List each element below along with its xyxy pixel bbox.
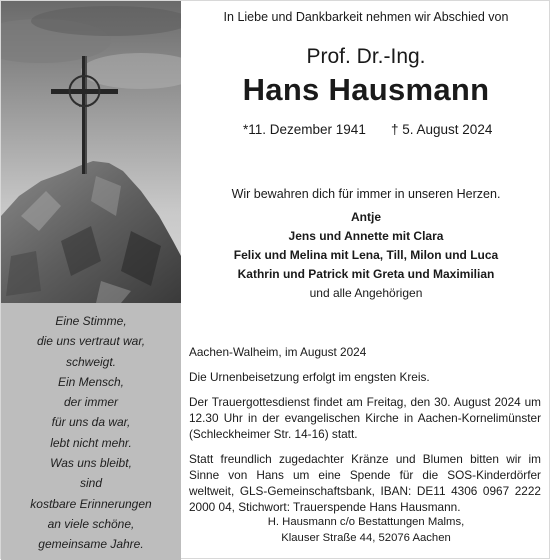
right-column — [181, 1, 550, 560]
left-column — [1, 1, 181, 560]
poem-line: gemeinsame Jahre. — [38, 537, 144, 552]
mourner-line: Felix und Melina mit Lena, Till, Milon und Luca — [233, 248, 499, 262]
mourners-list — [181, 208, 550, 303]
summit-cross-photo — [1, 1, 181, 303]
summit-cross-image — [1, 1, 181, 303]
mourner-line: Antje — [351, 210, 381, 224]
poem-line: für uns da war, — [51, 415, 131, 430]
poem-line: sind — [79, 476, 102, 491]
memorial-phrase: Wir bewahren dich für immer in unseren Herzen. — [231, 187, 501, 201]
poem-line: der immer — [63, 395, 118, 410]
funeral-service-note: Der Trauergottesdienst findet am Freitag, den 30. August 2024 um 12.30 Uhr in der evangelischen Kirche in Aachen-Kornelimünster (Schleckheimer Str. 14-16) statt. — [189, 395, 541, 441]
contact-address — [181, 514, 550, 546]
place-date: Aachen-Walheim, im August 2024 — [189, 345, 367, 359]
poem-line: kostbare Erinnerungen — [30, 496, 152, 511]
mourner-line: und alle Angehörigen — [309, 286, 423, 300]
poem-line: an viele schöne, — [47, 516, 135, 531]
birth-date: *11. Dezember 1941 — [243, 122, 366, 137]
intro-text: In Liebe und Dankbarkeit nehmen wir Abschied von — [223, 10, 509, 24]
death-date: † 5. August 2024 — [391, 122, 493, 137]
mourner-line: Kathrin und Patrick mit Greta und Maximilian — [237, 267, 495, 281]
poem-line: schweigt. — [65, 354, 117, 369]
urn-burial-note: Die Urnenbeisetzung erfolgt im engsten Kreis. — [189, 370, 430, 384]
poem-line: lebt nicht mehr. — [50, 435, 132, 450]
donation-note: Statt freundlich zugedachter Kränze und Blumen bitten wir im Sinne von Hans um eine Spende für die SOS-Kinderdörfer weltweit, GLS-Gemeinschaftsbank, IBAN: DE11 4306 0967 2222 2000 04, Stichwort: Trauerspende Hans Hausmann. — [189, 452, 541, 514]
poem-line: Eine Stimme, — [55, 314, 127, 328]
poem-line: die uns vertraut war, — [36, 334, 146, 349]
mourner-line: Jens und Annette mit Clara — [288, 229, 444, 243]
address-line: H. Hausmann c/o Bestattungen Malms, — [267, 516, 465, 528]
notice-body — [189, 344, 541, 524]
poem-line: Ein Mensch, — [57, 374, 125, 389]
deceased-name: Hans Hausmann — [242, 72, 490, 107]
address-line: Klauser Straße 44, 52076 Aachen — [281, 532, 451, 544]
academic-title: Prof. Dr.-Ing. — [306, 45, 426, 68]
poem — [1, 303, 181, 560]
poem-line: Was uns bleibt, — [50, 456, 132, 471]
